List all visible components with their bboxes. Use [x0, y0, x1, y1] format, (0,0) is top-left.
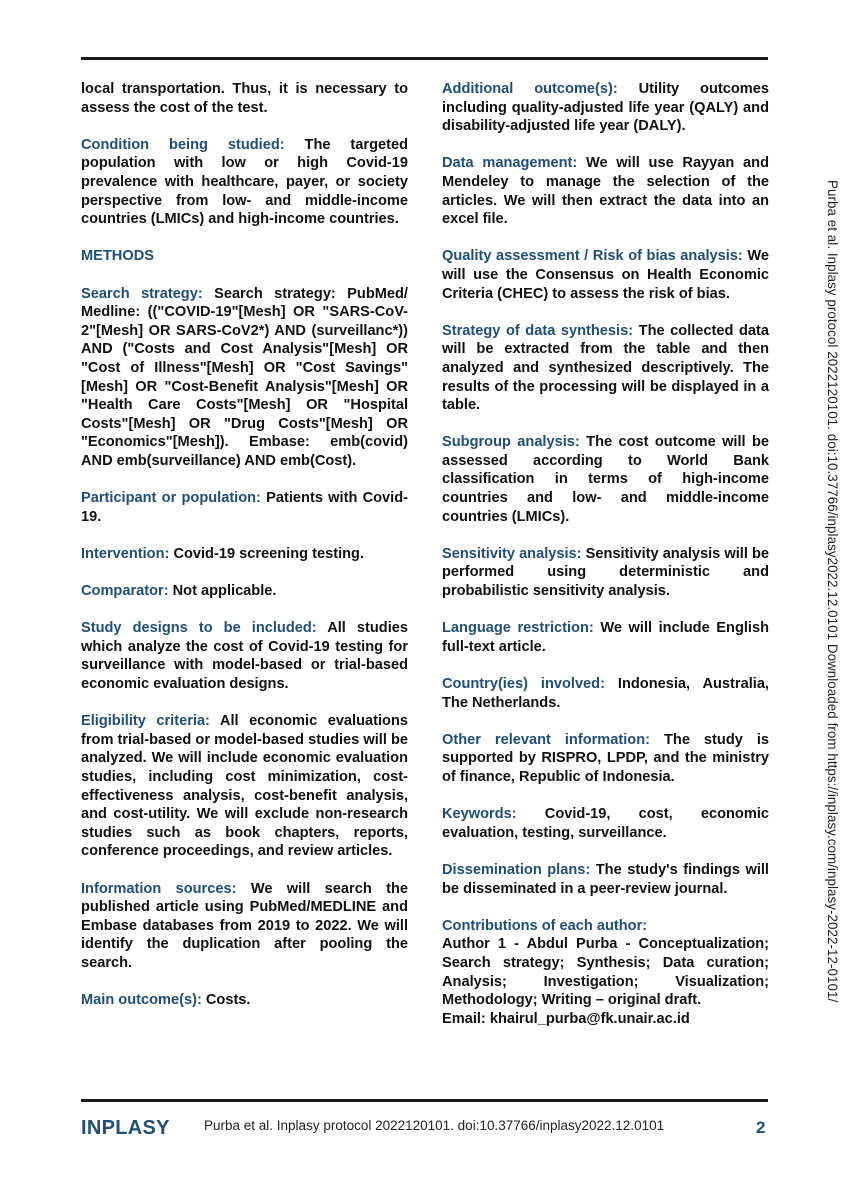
participant-section — [81, 489, 408, 526]
author-email: Email: khairul_purba@fk.unair.ac.id — [442, 1010, 690, 1027]
study-designs-section — [81, 619, 408, 693]
sensitivity-text: Sensitivity analysis will be performed using deterministic and probabilistic sensitivity analysis. — [442, 545, 769, 600]
eligibility-section — [81, 712, 408, 861]
eligibility-text: All economic evaluations from trial-based or model-based studies will be analyzed. We will include economic evaluation studies, including cost minimization, cost-effectiveness analysis, cost-benefit analysis, and cost-utility. We will exclude non-research studies such as book chapters, reports, conference proceedings, and review articles. — [81, 713, 408, 860]
top-rule — [81, 57, 768, 60]
language-label: Language restriction: — [442, 620, 594, 637]
condition-text: The targeted population with low or high Covid-19 prevalence with healthcare, payer, or society perspective from low- and middle-income countries (LMICs) and high-income countries. — [81, 136, 408, 228]
subgroup-text: The cost outcome will be assessed according to World Bank classification in terms of high-income countries and low- and middle-income countries (LMICs). — [442, 434, 770, 525]
quality-label: Quality assessment / Risk of bias analysis: — [442, 248, 743, 265]
countries-label: Country(ies) involved: — [442, 676, 605, 692]
search-label: Search strategy: — [81, 285, 203, 302]
sensitivity-section — [442, 545, 769, 601]
subgroup-label: Subgroup analysis: — [442, 434, 580, 451]
eligibility-label: Eligibility criteria: — [81, 713, 210, 730]
main-outcomes-label: Main outcome(s): — [81, 992, 202, 1009]
additional-outcomes-label: Additional outcome(s): — [442, 81, 618, 97]
data-management-text: We will use Rayyan and Mendeley to manage the selection of the articles. We will then extract the data into an excel file. — [442, 155, 769, 228]
other-info-section — [442, 731, 769, 787]
countries-text: Indonesia, Australia, The Netherlands. — [442, 676, 769, 711]
search-text: Search strategy: PubMed/ Medline: (("COVID-19"[Mesh] OR "SARS-CoV-2"[Mesh] OR SARS-CoV2*) AND (surveillanc*)) AND ("Costs and Cost Analysis"[Mesh] OR "Cost of Illness"[Mesh] OR "Cost Savings"[Mesh] OR "Cost-Benefit Analysis"[Mesh] OR "Health Care Costs"[Mesh] OR "Hospital Costs"[Mesh] OR "Drug Costs"[Mesh] OR "Economics"[Mesh]). Embase: emb(covid) AND emb(surveillance) AND emb(Cost). — [81, 285, 408, 469]
main-outcomes-section — [81, 991, 408, 1010]
keywords-label: Keywords: — [442, 806, 517, 823]
comparator-text: Not applicable. — [172, 583, 277, 600]
intervention-text: Covid-19 screening testing. — [173, 545, 365, 562]
data-management-label: Data management: — [442, 155, 578, 172]
main-outcomes-text: Costs. — [205, 992, 251, 1009]
methods-heading: METHODS — [81, 248, 154, 265]
condition-label: Condition being studied: — [81, 136, 285, 153]
sensitivity-label: Sensitivity analysis: — [442, 545, 582, 562]
keywords-section — [442, 805, 769, 842]
search-section — [81, 285, 408, 471]
quality-section — [442, 247, 769, 303]
contributions-text: Author 1 - Abdul Purba - Conceptualization; Search strategy; Synthesis; Data curation; Analysis; Investigation; Visualization; Methodology; Writing – original draft. — [442, 936, 769, 1009]
comparator-section — [81, 582, 408, 601]
side-download-notice: Purba et al. Inplasy protocol 2022120101. doi:10.37766/inplasy2022.12.0101 Downloaded from https://inplasy.com/inplasy-2022-12-0101/ — [825, 180, 840, 1003]
synthesis-label: Strategy of data synthesis: — [442, 322, 634, 339]
bottom-rule — [81, 1099, 768, 1102]
data-management-section — [442, 154, 769, 228]
synthesis-text: The collected data will be extracted from the table and then analyzed and synthesized descriptively. The results of the processing will be displayed in a table. — [442, 322, 770, 414]
left-column — [81, 80, 408, 1028]
language-text: We will include English full-text article. — [442, 620, 769, 655]
condition-section — [81, 136, 408, 229]
contributions-label: Contributions of each author: — [442, 917, 648, 934]
intervention-label: Intervention: — [81, 545, 170, 562]
inplasy-logo: INPLASY — [81, 1117, 170, 1139]
synthesis-section — [442, 322, 769, 415]
countries-section — [442, 675, 769, 712]
keywords-text: Covid-19, cost, economic evaluation, testing, surveillance. — [442, 806, 769, 841]
dissemination-text: The study's findings will be disseminated in a peer-review journal. — [442, 861, 769, 897]
other-info-label: Other relevant information: — [442, 731, 650, 748]
other-info-text: The study is supported by RISPRO, LPDP, and the ministry of finance, Republic of Indonesia. — [442, 731, 770, 785]
quality-text: We will use the Consensus on Health Economic Criteria (CHEC) to assess the risk of bias. — [442, 248, 769, 302]
info-sources-text: We will search the published article using PubMed/MEDLINE and Embase databases from 2019 to 2022. We will identify the duplication after pooling the search. — [81, 880, 408, 971]
study-designs-text: All studies which analyze the cost of Covid-19 testing for surveillance with model-based or trial-based economic evaluation designs. — [81, 620, 409, 692]
page-number: 2 — [756, 1118, 766, 1137]
dissemination-section — [442, 861, 769, 898]
study-designs-label: Study designs to be included: — [81, 620, 317, 637]
comparator-label: Comparator: — [81, 583, 169, 600]
intervention-section — [81, 545, 408, 564]
dissemination-label: Dissemination plans: — [442, 861, 591, 878]
contributions-section — [442, 917, 769, 1029]
info-sources-section — [81, 880, 408, 973]
info-sources-label: Information sources: — [81, 880, 237, 897]
language-section — [442, 619, 769, 656]
right-column — [442, 80, 769, 1047]
additional-outcomes-text: Utility outcomes including quality-adjusted life year (QALY) and disability-adjusted life year (DALY). — [442, 81, 769, 135]
additional-outcomes-section — [442, 80, 769, 136]
participant-label: Participant or population: — [81, 490, 261, 507]
footer-citation: Purba et al. Inplasy protocol 2022120101. doi:10.37766/inplasy2022.12.0101 — [204, 1118, 665, 1133]
participant-text: Patients with Covid-19. — [81, 490, 408, 525]
subgroup-section — [442, 433, 769, 526]
intro-paragraph: local transportation. Thus, it is necessary to assess the cost of the test. — [81, 81, 408, 116]
